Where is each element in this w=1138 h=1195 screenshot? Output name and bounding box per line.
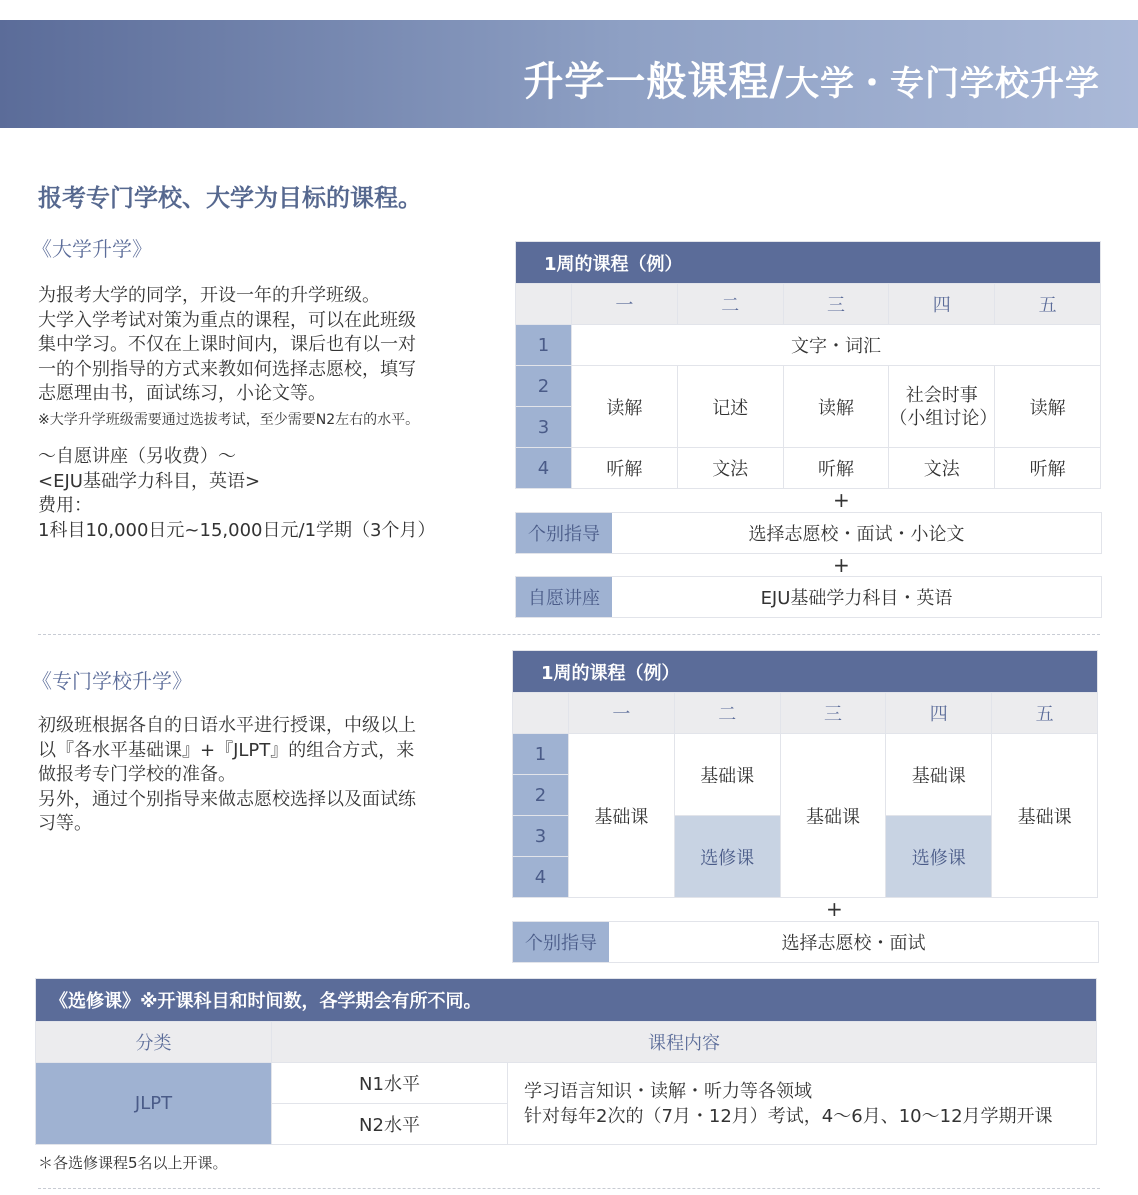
individual-guidance-label: 个别指导: [516, 513, 612, 553]
course-content: 学习语言知识・读解・听力等各领域 针对每年2次的（7月・12月）考试，4～6月、10～12月学期开课: [508, 1063, 1097, 1145]
day-mon: 一: [569, 693, 675, 734]
day-wed: 三: [780, 693, 886, 734]
class-cell: 听解: [995, 448, 1101, 489]
day-wed: 三: [783, 284, 889, 325]
day-thu: 四: [889, 284, 995, 325]
level-n1: N1水平: [272, 1063, 508, 1104]
schedule-header: 1周的课程（例）: [513, 651, 1098, 693]
period-4: 4: [513, 857, 569, 898]
banner-title-main: 升学一般课程/: [523, 59, 785, 105]
schedule-header: 1周的课程（例）: [516, 242, 1101, 284]
electives-header: 《选修课》※开课科目和时间数，各学期会有所不同。: [36, 979, 1097, 1022]
voluntary-lecture-row: [515, 576, 1102, 618]
day-thu: 四: [886, 693, 992, 734]
period-1: 1: [516, 325, 572, 366]
university-title: 《大学升学》: [32, 237, 152, 261]
page-headline: 报考专门学校、大学为目标的课程。: [38, 184, 422, 212]
individual-guidance-value: 选择志愿校・面试・小论文: [748, 524, 965, 545]
period-2: 2: [516, 366, 572, 407]
day-tue: 二: [674, 693, 780, 734]
period-2: 2: [513, 775, 569, 816]
elective-cell: 选修课: [886, 816, 992, 898]
corner-cell: [513, 693, 569, 734]
class-cell: 基础课: [886, 734, 992, 816]
university-note: ※大学升学班级需要通过选拔考试，至少需要N2左右的水平。: [38, 411, 420, 428]
header-banner: [0, 20, 1138, 128]
vocational-description: 初级班根据各自的日语水平进行授课，中级以上 以『各水平基础课』+『JLPT』的组合方式，来 做报考专门学校的准备。 另外，通过个别指导来做志愿校选择以及面试练 习等。: [38, 715, 416, 834]
class-cell: 基础课: [569, 734, 675, 898]
university-desc-text: 为报考大学的同学，开设一年的升学班级。 大学入学考试对策为重点的课程，可以在此班级 集中学习。不仅在上课时间内，课后也有以一对 一的个别指导的方式来教如何选择志愿校，填写 志愿理由书，面试练习，小论文等。: [38, 285, 416, 404]
day-fri: 五: [995, 284, 1101, 325]
elective-courses-table: [35, 978, 1097, 1145]
column-header-category: 分类: [36, 1022, 272, 1063]
plus-sign: +: [833, 553, 850, 577]
weekly-schedule-university: [515, 241, 1101, 489]
weekly-schedule-vocational: [512, 650, 1098, 898]
corner-cell: [516, 284, 572, 325]
university-description: [38, 284, 478, 432]
period-1: 1: [513, 734, 569, 775]
day-mon: 一: [572, 284, 678, 325]
level-n2: N2水平: [272, 1104, 508, 1145]
period-3: 3: [516, 407, 572, 448]
voluntary-lecture-label: 自愿讲座: [516, 577, 612, 617]
voluntary-lecture-info: ～自愿讲座（另收费）～ <EJU基础学力科目，英语> 费用： 1科目10,000日元~15,000日元/1学期（3个月）: [38, 446, 436, 541]
class-cell: 记述: [677, 366, 783, 448]
footnote: ＊各选修课程5名以上开课。: [38, 1154, 228, 1172]
class-cell: 读解: [995, 366, 1101, 448]
banner-title: [523, 50, 1100, 107]
class-cell: 文字・词汇: [572, 325, 1101, 366]
vocational-title: 《专门学校升学》: [32, 669, 192, 693]
day-tue: 二: [677, 284, 783, 325]
class-cell: 文法: [889, 448, 995, 489]
column-header-content: 课程内容: [272, 1022, 1097, 1063]
class-cell: 读解: [572, 366, 678, 448]
class-cell: 社会时事 （小组讨论）: [889, 366, 995, 448]
banner-title-sub: 大学・专门学校升学: [785, 64, 1100, 104]
plus-sign: +: [826, 897, 843, 921]
individual-guidance-label: 个别指导: [513, 922, 609, 962]
individual-guidance-value: 选择志愿校・面试: [781, 933, 926, 954]
plus-sign: +: [833, 488, 850, 512]
period-3: 3: [513, 816, 569, 857]
class-cell: 文法: [677, 448, 783, 489]
category-jlpt: JLPT: [36, 1063, 272, 1145]
elective-cell: 选修课: [674, 816, 780, 898]
period-4: 4: [516, 448, 572, 489]
class-cell: 基础课: [674, 734, 780, 816]
class-cell: 基础课: [992, 734, 1098, 898]
day-fri: 五: [992, 693, 1098, 734]
divider: [38, 634, 1100, 635]
individual-guidance-row: [512, 921, 1099, 963]
class-cell: 听解: [783, 448, 889, 489]
class-cell: 读解: [783, 366, 889, 448]
class-cell: 基础课: [780, 734, 886, 898]
class-cell: 听解: [572, 448, 678, 489]
individual-guidance-row: [515, 512, 1102, 554]
divider: [38, 1188, 1100, 1189]
voluntary-lecture-value: EJU基础学力科目・英语: [760, 588, 953, 609]
